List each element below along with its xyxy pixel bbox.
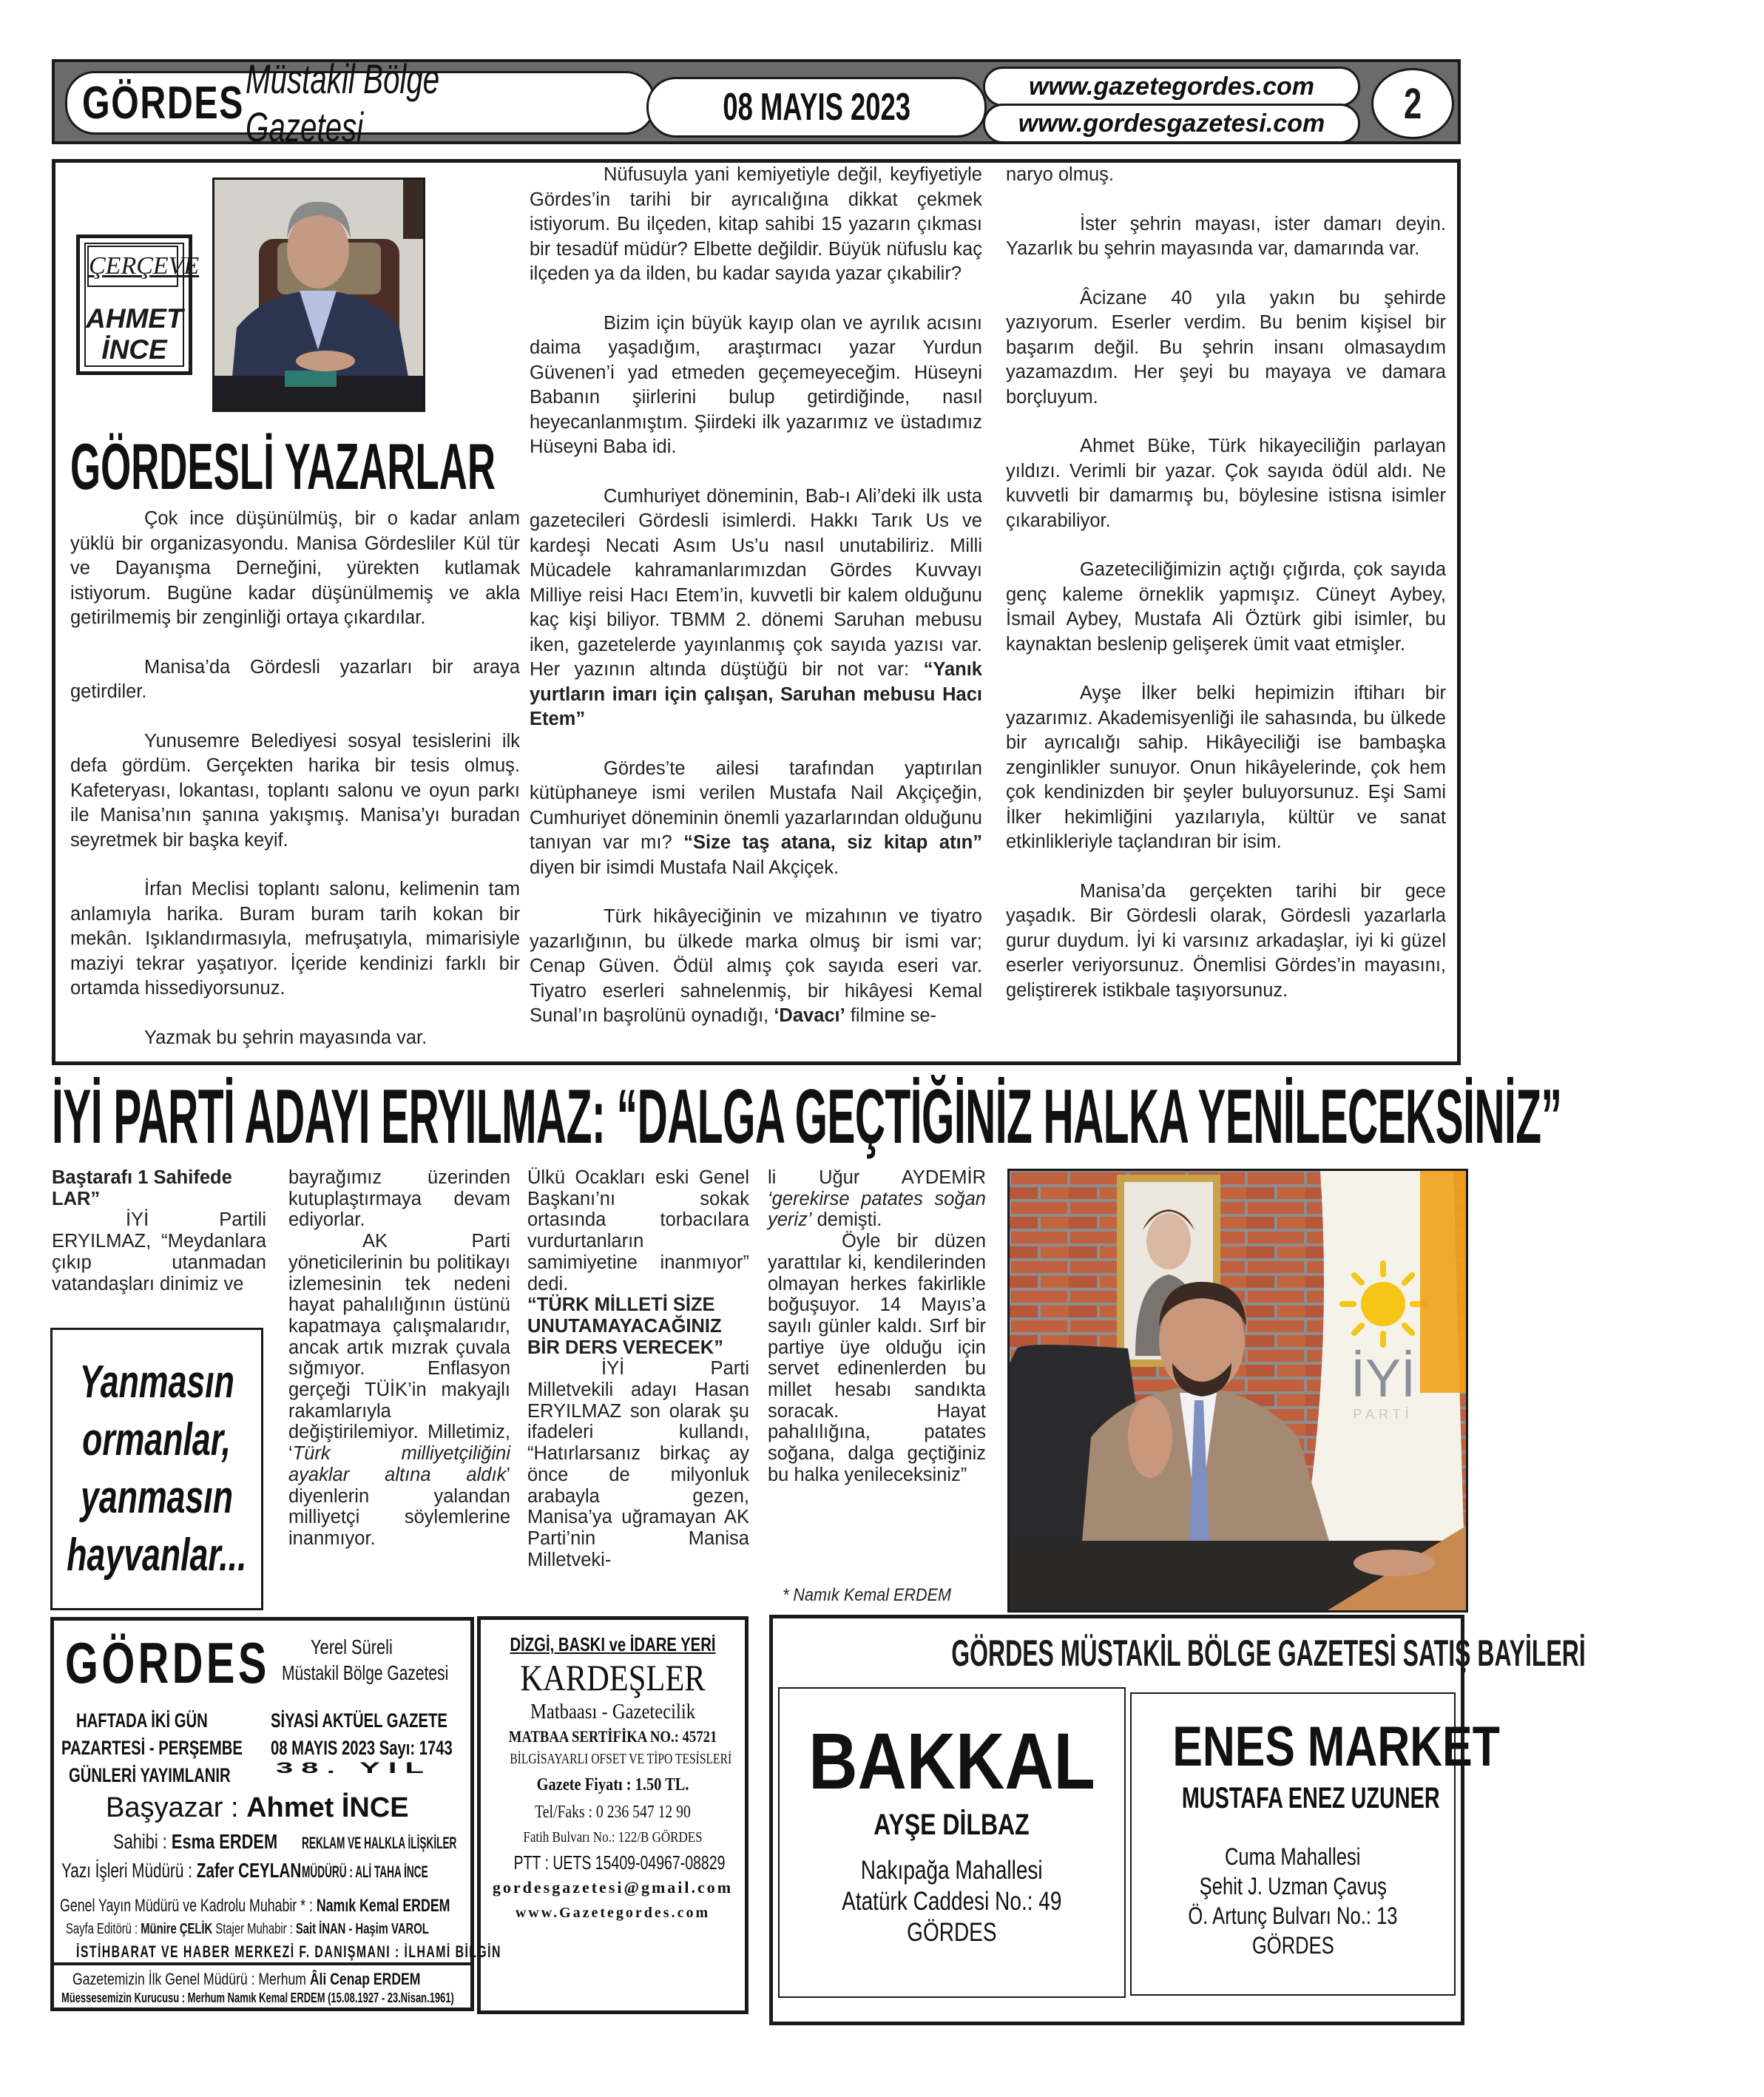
imprint-general-manager xyxy=(60,1896,450,1917)
website-url-2[interactable]: www.gordesgazetesi.com xyxy=(1018,109,1325,138)
paragraph xyxy=(530,905,982,1029)
owner-name: Esma ERDEM xyxy=(171,1830,278,1853)
imprint-frequency-2: PAZARTESİ - PERŞEMBE xyxy=(61,1737,243,1759)
news-subhead: “TÜRK MİLLETİ SİZE UNUTAMAYACAĞINIZ BİR DERS VERECEK” xyxy=(527,1294,723,1358)
slogan-line: hayvanlar... xyxy=(67,1530,247,1581)
quote-italic: Türk milliyetçiliğini ayaklar altına aldık xyxy=(288,1443,510,1485)
paragraph-tail: filmine se- xyxy=(845,1005,937,1026)
printer-phone: Tel/Faks : 0 236 547 12 90 xyxy=(535,1803,691,1822)
paragraph-tail: demişti. xyxy=(811,1209,882,1231)
flag-party-name: İYİ xyxy=(1350,1349,1416,1408)
intern-names: Sait İNAN - Haşim VAROL xyxy=(295,1921,429,1937)
website-url-1[interactable]: www.gazetegordes.com xyxy=(1028,72,1315,101)
column-text-1 xyxy=(70,507,520,1075)
paragraph: Âcizane 40 yıla yakın bu şehirde yazıyorum. Eserler verdim. Bu benim kişisel bir başarım değil. Bu şehrin insanı olmasaydım yazamazdım. Her şeyi bu mayaya ve damara borçluyum. xyxy=(1006,287,1446,408)
imprint-divider xyxy=(54,1962,470,1965)
printer-address: Fatih Bulvarı No.: 122/B GÖRDES xyxy=(523,1829,703,1846)
imprint-owner xyxy=(113,1830,277,1854)
paragraph: Ahmet Büke, Türk hikayeciliğin parlayan yıldızı. Verimli bir yazar. Çok sayıda ödül aldı. Ne kuvvetli bir damarmış bu, böylesine istisna isimler çıkarabiliyor. xyxy=(1006,436,1446,531)
slogan-line: Yanmasın xyxy=(79,1357,234,1408)
paragraph-tail: diyen bir isimdi Mustafa Nail Akçiçek. xyxy=(530,857,839,878)
paragraph xyxy=(288,1231,510,1550)
continued-tail: LAR” xyxy=(52,1188,101,1209)
paragraph: Ülkü Ocakları eski Genel Başkanı’nı sokak ortasında torbacılara vurdurtanların samimiyetine inanmıyor” dedi. xyxy=(527,1167,749,1294)
news-text-2 xyxy=(288,1167,510,1550)
imprint-brand: GÖRDES xyxy=(65,1630,270,1695)
imprint-staff xyxy=(66,1921,429,1938)
website-link-1[interactable] xyxy=(983,67,1360,107)
first-gm-name: Âli Cenap ERDEM xyxy=(309,1970,421,1988)
address-line: Atatürk Caddesi No.: 49 xyxy=(842,1887,1062,1916)
contact-email[interactable]: gordesgazetesi@gmail.com xyxy=(492,1878,734,1897)
paragraph-text: Cumhuriyet döneminin, Bab-ı Ali’deki ilk usta gazetecileri Gördesli isimlerdi. Hakkı Tarık Us ve kardeşi Necati Asım Us’u nasıl unutabiliriz. Milli Mücadele kahramanlarımızdan Gördes Kuvvayı Milliye reisi Hacı Etem’in, kuvvetli bir kalem olduğunu kaç kişi biliyor. TBMM 2. dönemi Saruhan mebusu iken, gazetelerde yayınlanmış çok sayıda yazısı var. Her yazının altında düştüğü bir not var: xyxy=(530,485,982,680)
imprint-first-gm xyxy=(72,1970,420,1989)
paragraph: Ayşe İlker belki hepimizin iftiharı bir yazarımız. Akademisyenliği ile sahasında, bu ülkede bir ayrıcalığı sahip. Hikâyeciliği ise bambaşka zenginlikler sunuyor. Onun hikâyelerinde, çok hem çok kendinizden bir şeyler buluyorsunuz. Eşi Sami İlker hekimliğini yazılarıyla, kültür ve sanat etkinlikleriyle taçlandıran bir isim. xyxy=(1006,683,1446,852)
printer-certificate: MATBAA SERTİFİKA NO.: 45721 xyxy=(508,1727,717,1746)
dealers-heading-wrap xyxy=(773,1632,1586,1675)
paragraph: Nüfusuyla yani kemiyetiyle değil, keyfiyetiyle Gördes’in tarihi bir ayrıcalığına dikkat çekmek istiyorum. Bu ilçeden, kitap sahibi 15 yazarın çıkması bir tesadüf müdür? Elbette değildir. Büyük nüfuslu kaç ilçeden ya da ilden, bu kadar sayıda yazar çıkabilir? xyxy=(530,164,982,284)
imprint-chief xyxy=(106,1792,409,1824)
paragraph: Yunusemre Belediyesi sosyal tesislerini ilk defa gördüm. Gerçekten harika bir tesis olmuş. Kafeteryası, lokantası, toplantı salonu ve oyun parkı ile Manisa’nın şanına yakışmış. Manisa’yı buradan seyretmek bir başka keyif. xyxy=(70,730,520,851)
paragraph: Bizim için büyük kayıp olan ve ayrılık acısını daima yaşadığım, araştırmacı yazar Yurdun Güvenen’i yad etmeden geçemeyeceğim. Hüseyni Babanın şiirlerini bulup getirdiğinde, nasıl heyecanlanmıştım. Şiirdeki ilk yazarımız ve üstadımız Hüseyni Baba idi. xyxy=(530,312,982,457)
author-first-name: AHMET xyxy=(86,303,183,334)
gm-name: Namık Kemal ERDEM xyxy=(316,1896,450,1916)
imprint-year: 38. YIL xyxy=(276,1760,432,1777)
paragraph: Gazeteciliğimizin açtığı çığırda, çok sayıda genç kaleme örneklik yapmışız. Cüneyt Aybey, İsmail Aybey, Mustafa Ali Öztürk gibi isimler, bu kaynaktan beslenip gelişerek ümit vaat etmişler. xyxy=(1006,559,1446,655)
dealer-address xyxy=(1132,1842,1454,1960)
imprint-pr-label: REKLAM VE HALKLA İLİŞKİLER xyxy=(302,1834,457,1852)
newspaper-price: Gazete Fiyatı : 1.50 TL. xyxy=(536,1775,689,1794)
address-line: Ö. Artunç Bulvarı No.: 13 xyxy=(1188,1902,1398,1929)
imprint-frequency-3: GÜNLERİ YAYIMLANIR xyxy=(69,1764,231,1786)
masthead-title xyxy=(65,55,655,150)
page-editor-name: Münire ÇELİK xyxy=(141,1921,213,1937)
printer-name: KARDEŞLER xyxy=(520,1657,706,1698)
gm-label: Genel Yayın Müdürü ve Kadrolu Muhabir * : xyxy=(60,1896,317,1916)
slogan-line: yanmasın xyxy=(81,1472,233,1523)
imprint-tag-2: Müstakil Bölge Gazetesi xyxy=(282,1661,449,1684)
brand-name: GÖRDES xyxy=(82,77,244,129)
paragraph: Öyle bir düzen yarattılar ki, kendilerinden olmayan herkes fakirlikle boğuşuyor. 14 Mayıs’a sayılı günler kaldı. Sırf bir partiye üye olduğu için servet edinenlerden bu millet hesabı sandıkta soracak. Hayat pahalılığına, patates soğana, dalga geçtiğiniz bu halka yenileceksiniz” xyxy=(768,1231,986,1485)
printer-heading: DİZGİ, BASKI ve İDARE YERİ xyxy=(510,1633,716,1655)
dealer-owner: MUSTAFA ENEZ UZUNER xyxy=(1181,1782,1440,1814)
film-title: ‘Davacı’ xyxy=(774,1005,845,1026)
website-link-2[interactable] xyxy=(983,104,1360,143)
editor-name: Zafer CEYLAN xyxy=(196,1859,302,1882)
paragraph: Manisa’da gerçekten tarihi bir gece yaşadık. Bir Gördesli olarak, Gördesli yazarlarla gurur duydum. İyi ki varsınız arkadaşlar, iyi ki güzel eserler veriyorsunuz. Önemlisi Gördes’in mayasını, geliştirerek istikbale taşıyorsunuz. xyxy=(1006,880,1446,1001)
imprint-box xyxy=(50,1617,501,2011)
paragraph-text: Türk hikâyeciğinin ve mizahının ve tiyatro yazarlığının, bu ülkede marka olmuş bir ismi var; Cenap Güven. Ödül almış çok sayıda eseri var. Tiyatro eserleri sahnelenmiş, bir hikâyesi Kemal Sunal’ın başrolünü oynadığı, xyxy=(530,906,982,1026)
page-number: 2 xyxy=(1403,79,1422,128)
dealers-box xyxy=(769,1615,1586,2025)
paragraph: Manisa’da Gördesli yazarları bir araya getirdiler. xyxy=(70,656,520,702)
slogan-box xyxy=(50,1328,263,1610)
address-line: GÖRDES xyxy=(1251,1932,1334,1959)
paragraph-text: li Uğur AYDEMİR xyxy=(768,1167,986,1188)
paragraph: naryo olmuş. xyxy=(1006,164,1114,185)
paragraph-tail: ’ diyenlerin yalandan milliyetçi söylemlerine inanmıyor. xyxy=(288,1464,510,1549)
quote-hacı-etem: “Yanık yurtların imarı için çalışan, Saruhan mebusu Hacı Etem” xyxy=(530,659,982,729)
slogan-line: ormanlar, xyxy=(82,1414,232,1465)
quote-akcicek: “Size taş atana, siz kitap atın” xyxy=(683,832,982,853)
paragraph: İrfan Meclisi toplantı salonu, kelimenin tam anlamıyla harika. Buram buram tarih kokan bir mekân. Işıklandırmasıyla, mefruşatıyla, mimarisiyle maziyi tekrar yaşatıyor. İçeride kendinizi farklı bir ortamda hissediyorsunuz. xyxy=(70,879,520,999)
issue-date: 08 MAYIS 2023 xyxy=(723,86,910,129)
page-number-badge xyxy=(1371,68,1454,139)
news-headline: İYİ PARTİ ADAYI ERYILMAZ: “DALGA GEÇTİĞİNİZ HALKA YENİLECEKSİNİZ” xyxy=(52,1074,1562,1160)
page-editor-label: Sayfa Editörü : xyxy=(66,1921,141,1937)
paragraph-text: Gördes’te ailesi tarafından yaptırılan kütüphaneye ismi verilen Mustafa Nail Akçiçeğin, Cumhuriyet döneminin önemli yazarlarından olduğunu tanıyan var mı? xyxy=(530,757,982,853)
candidate-photo xyxy=(1007,1169,1468,1613)
address-line: GÖRDES xyxy=(907,1918,997,1947)
imprint-tag-1: Yerel Süreli xyxy=(311,1635,393,1658)
ptt-code: PTT : UETS 15409-04967-08829 xyxy=(513,1851,726,1874)
chief-label: Başyazar : xyxy=(106,1792,247,1823)
author-last-name: İNCE xyxy=(101,334,167,365)
owner-label: Sahibi : xyxy=(113,1830,172,1853)
column-headline: GÖRDESLİ YAZARLAR xyxy=(70,430,496,503)
column-name: ÇERÇEVE xyxy=(87,246,178,287)
dealer-address xyxy=(780,1855,1124,1948)
continued-from: Baştarafı 1 Sahifede xyxy=(52,1167,232,1188)
address-line: Şehit J. Uzman Çavuş xyxy=(1199,1873,1387,1900)
intern-label: Stajer Muhabir : xyxy=(212,1921,296,1937)
dealer-card xyxy=(1130,1692,1500,1996)
news-byline: * Namık Kemal ERDEM xyxy=(783,1585,952,1605)
paragraph: İster şehrin mayası, ister damarı deyin. Yazarlık bu şehrin mayasında var, damarında var. xyxy=(1006,213,1446,259)
contact-website[interactable]: www.Gazetegordes.com xyxy=(515,1905,711,1921)
dealer-card xyxy=(778,1687,1126,1998)
paragraph xyxy=(530,484,982,732)
candidate-photo-illustration xyxy=(1010,1171,1466,1610)
column-text-2 xyxy=(530,163,982,1053)
news-text-3 xyxy=(527,1167,749,1570)
news-text-4 xyxy=(768,1167,986,1486)
paragraph xyxy=(768,1167,986,1231)
printer-facility: BİLGİSAYARLI OFSET VE TİPO TESİSLERİ xyxy=(510,1751,732,1767)
paragraph: İYİ Parti Milletvekili adayı Hasan ERYILMAZ son olarak şu ifadeleri kullandı, “Hatırlarsanız birkaç ay önce de milyonluk arabayla gezen, Manisa’ya uğramayan AK Parti’nin Manisa Milletveki- xyxy=(527,1358,749,1570)
imprint-founder: Müessesemizin Kurucusu : Merhum Namık Kemal ERDEM (15.08.1927 - 23.Nisan.1961) xyxy=(61,1990,454,2005)
paragraph: İYİ Partili ERYILMAZ, “Meydanlara çıkıp utanmadan vatandaşları dinimiz ve xyxy=(52,1209,266,1294)
paragraph-text: AK Parti yöneticilerinin bu politikayı izlemesinin tek nedeni hayat pahalılığının üstünü kapatmaya çalışmalarıdır, ancak artık mızrak çuvala sığmıyor. Enflasyon gerçeği TÜİK’in makyajlı rakamlarıyla değiştirilemiyor. Milletimiz, ‘ xyxy=(288,1231,510,1465)
masthead xyxy=(52,55,1461,150)
news-text-1 xyxy=(52,1167,266,1294)
dealer-name: ENES MARKET xyxy=(1172,1715,1500,1778)
quote-italic: ‘gerekirse patates soğan yeriz’ xyxy=(768,1188,986,1231)
column-logo-box xyxy=(76,234,200,375)
imprint-frequency-1: HAFTADA İKİ GÜN xyxy=(76,1709,208,1732)
column-text-3 xyxy=(1006,163,1446,1027)
printer-box xyxy=(477,1616,748,2014)
column-author xyxy=(86,303,183,365)
paragraph: Yazmak bu şehrin mayasında var. xyxy=(144,1027,428,1048)
author-photo xyxy=(212,178,425,412)
printer-subtitle: Matbaası - Gazetecilik xyxy=(530,1701,696,1723)
imprint-editor xyxy=(61,1859,301,1882)
imprint-date-issue: 08 MAYIS 2023 Sayı: 1743 xyxy=(271,1737,453,1759)
author-portrait-illustration xyxy=(214,180,423,410)
paragraph: bayrağımız üzerinden kutuplaştırmaya devam ediyorlar. xyxy=(288,1167,510,1231)
paragraph xyxy=(530,757,982,881)
address-line: Nakıpağa Mahallesi xyxy=(861,1856,1043,1885)
imprint-pr-name: MÜDÜRÜ : ALİ TAHA İNCE xyxy=(302,1863,428,1881)
chief-name: Ahmet İNCE xyxy=(246,1792,409,1823)
paragraph: Çok ince düşünülmüş, bir o kadar anlam yüklü bir organizasyondu. Manisa Gördesliler Kül tür ve Dayanışma Derneğini, yürekten kutlamak istiyorum. Bugüne kadar düşünülmemiş ve akla getirilmemiş bir zenginliği ortaya çıkardılar. xyxy=(70,508,520,628)
issue-date-pill xyxy=(646,77,987,138)
dealer-owner: AYŞE DİLBAZ xyxy=(873,1809,1030,1841)
first-gm-label: Gazetemizin İlk Genel Müdürü : Merhum xyxy=(72,1970,310,1988)
flag-party-sub: PARTİ xyxy=(1353,1407,1413,1422)
address-line: Cuma Mahallesi xyxy=(1225,1843,1361,1870)
dealers-heading: GÖRDES MÜSTAKİL BÖLGE GAZETESİ SATIŞ BAYİLERİ xyxy=(951,1632,1586,1674)
column-logo-inner xyxy=(84,243,200,367)
imprint-intel: İSTİHBARAT VE HABER MERKEZİ F. DANIŞMANI : İLHAMİ BİLGİN xyxy=(76,1942,501,1961)
imprint-type: SİYASİ AKTÜEL GAZETE xyxy=(271,1709,447,1732)
editor-label: Yazı İşleri Müdürü : xyxy=(61,1859,197,1882)
dealer-name: BAKKAL xyxy=(808,1716,1095,1806)
brand-subtitle: Müstakil Bölge Gazetesi xyxy=(245,55,439,150)
